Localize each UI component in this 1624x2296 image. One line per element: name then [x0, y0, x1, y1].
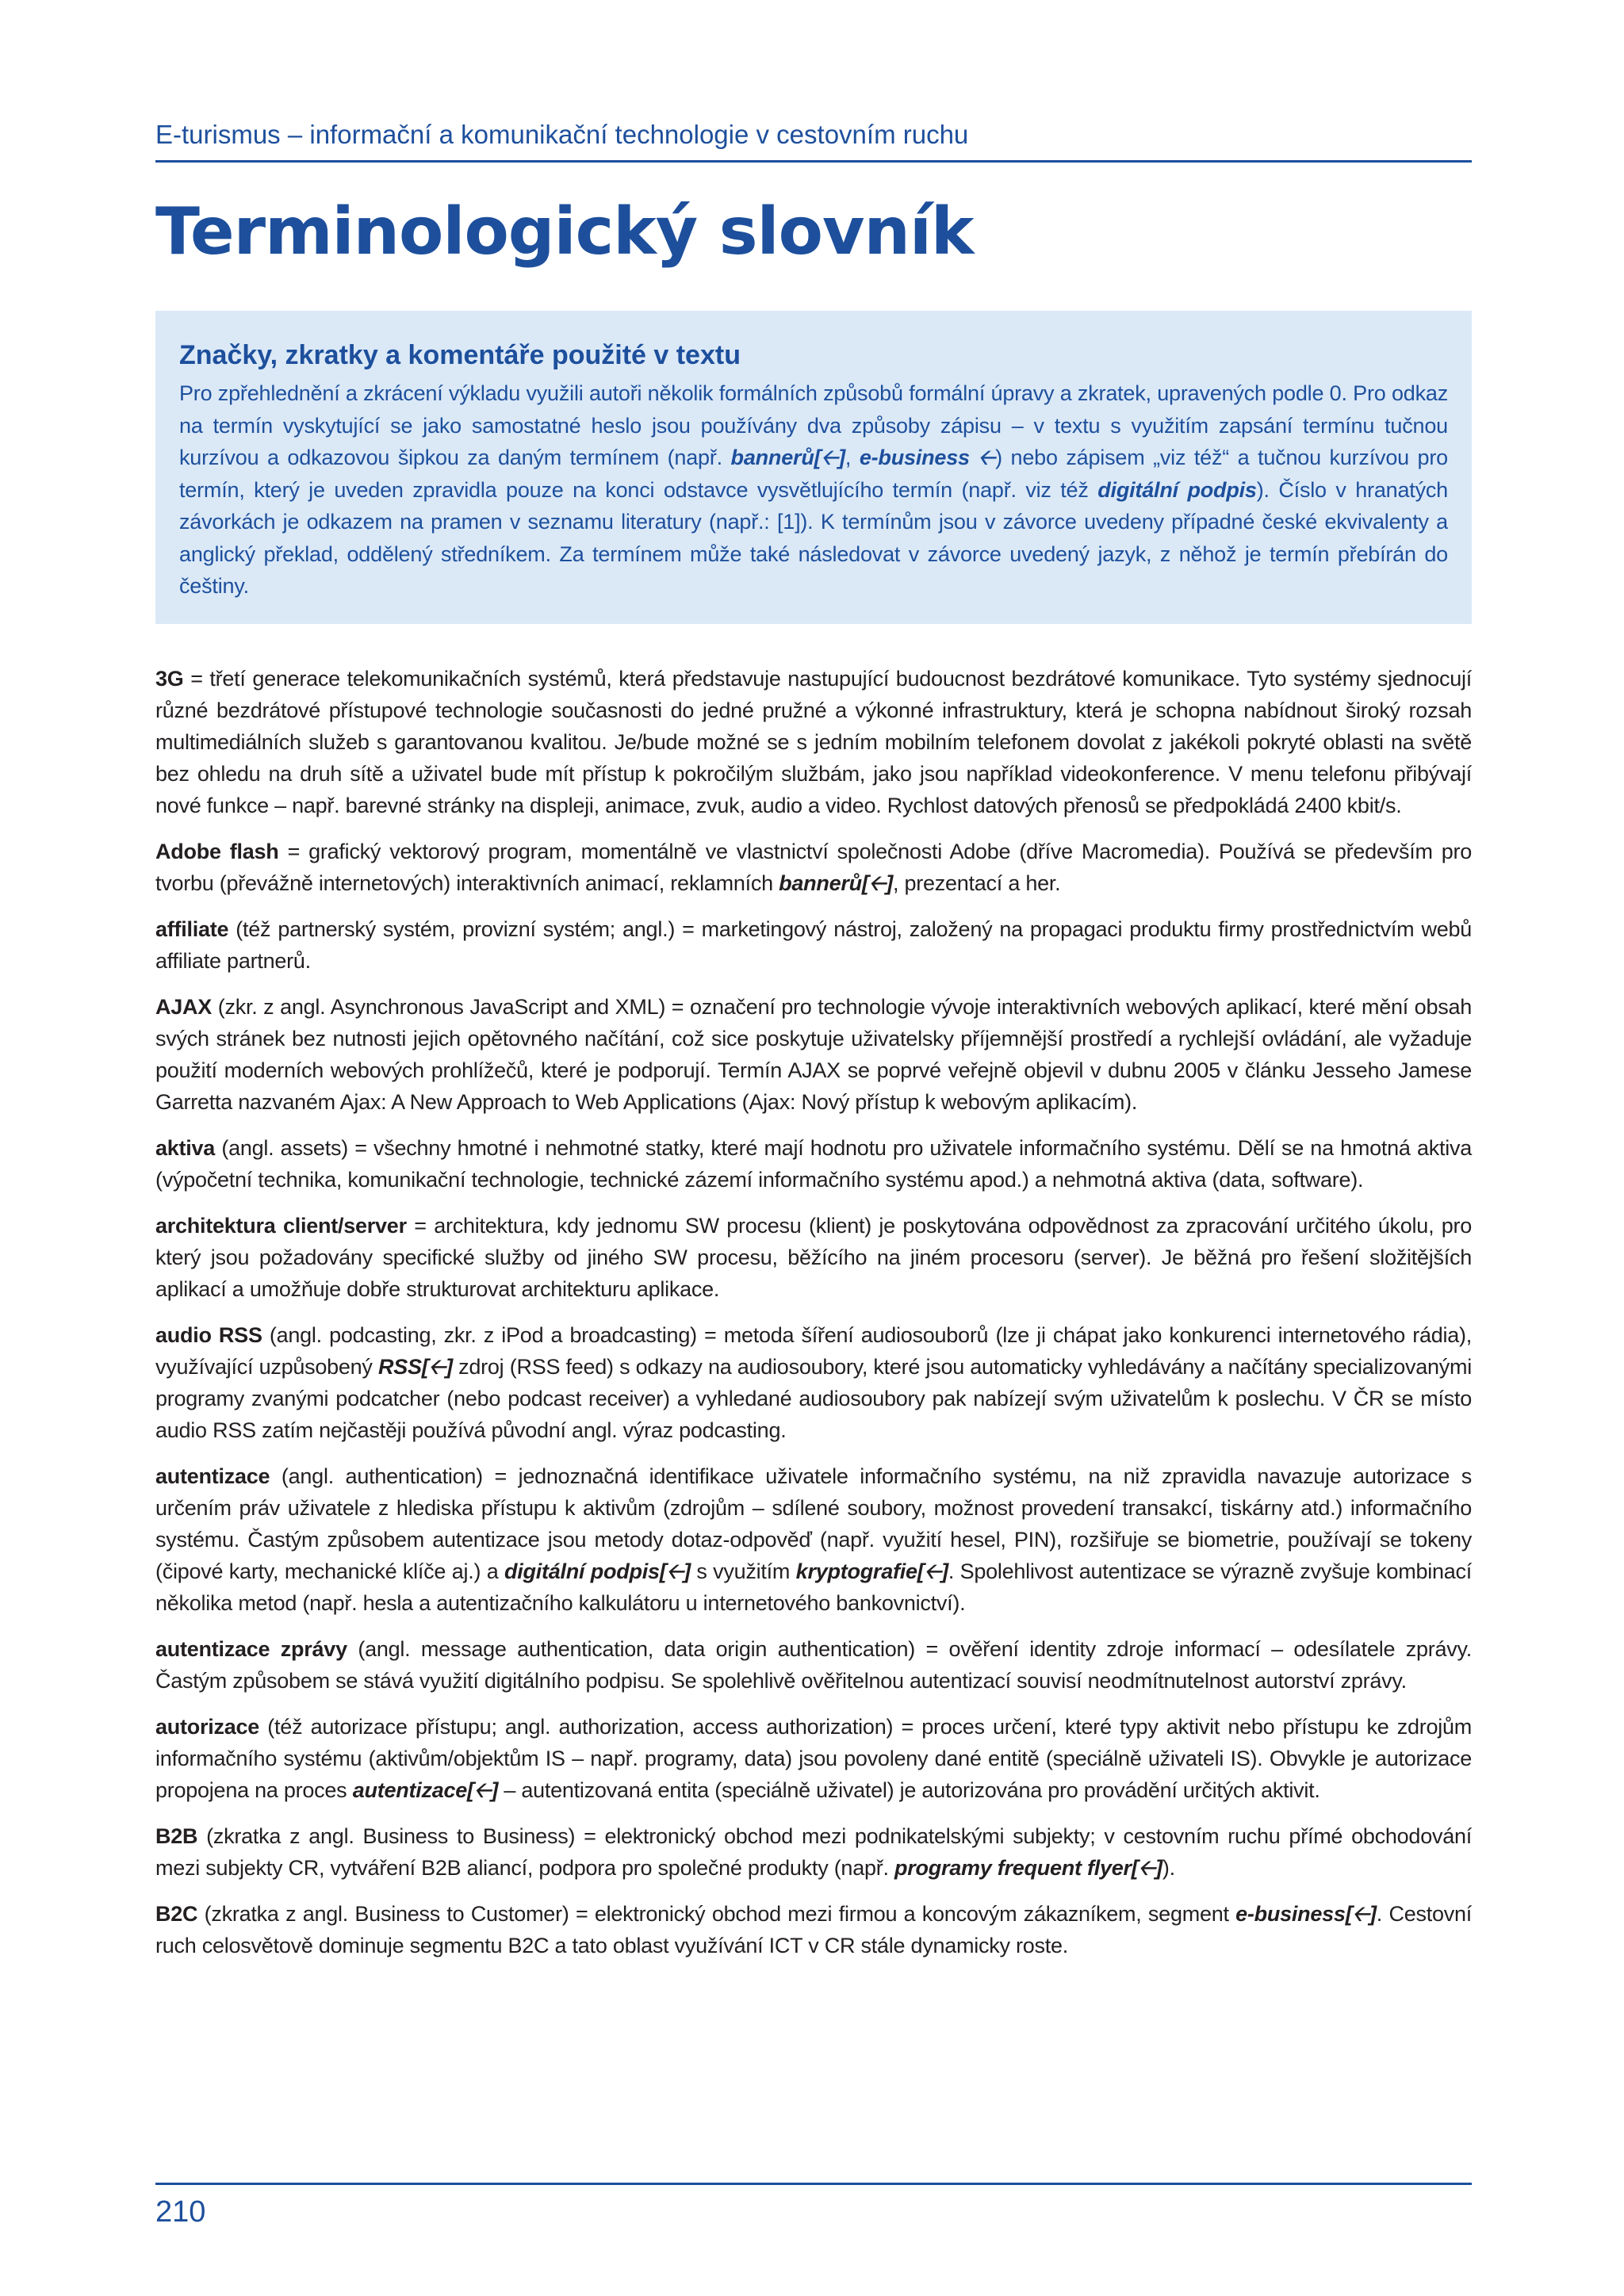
glossary-definition: (zkratka z angl. Business to Business) = elektronický obchod mezi podnikatelskými subjekty; v cestovním ruchu přímé obchodování mezi subjekty CR, vytváření B2B aliancí, podpora pro společné produkty (např.: [155, 1824, 1472, 1880]
notes-example-reference: digitální podpis: [1097, 477, 1257, 502]
glossary-definition: = třetí generace telekomunikačních systémů, která představuje nastupující budoucnost bezdrátové komunikace. Tyto systémy sjednocují různé bezdrátové přístupové technologie současnosti do jedné pružné a výkonné infrastruktury, která je schopna nabídnout široký rozsah multimediálních služeb s garantovanou kvalitou. Je/bude možné se s jedním mobilním telefonem dovolat z jakékoli pokryté oblasti na světě bez ohledu na druh sítě a uživatel bude mít přístup k pokročilým službám, jako jsou například videokonference. V menu telefonu přibývají nové funkce – např. barevné stránky na displeji, animace, zvuk, audio a video. Rychlost datových přenosů se předpokládá 2400 kbit/s.: [155, 667, 1472, 817]
glossary-entry-ajax: [155, 991, 1472, 1118]
glossary-entry-3g: [155, 663, 1472, 821]
glossary-definition: s využitím: [690, 1559, 796, 1583]
glossary-definition: – autentizovaná entita (speciálně uživatel) je autorizována pro provádění určitých aktivit.: [498, 1778, 1320, 1802]
glossary-entries: [155, 663, 1472, 1976]
glossary-definition: (zkratka z angl. Business to Customer) = elektronický obchod mezi firmou a koncovým zákazníkem, segment: [197, 1902, 1236, 1926]
notes-text: ). Číslo v hranatých závorkách je odkazem na pramen v seznamu literatury (např.: [1]). K termínům jsou v závorce uvedeny případné české ekvivalenty a anglický překlad, oddělený středníkem. Za termínem může také následovat v závorce uvedený jazyk, z něhož je termín přebírán do češtiny.: [179, 477, 1449, 598]
glossary-term: audio RSS: [155, 1323, 262, 1347]
glossary-term: autentizace zprávy: [155, 1637, 347, 1661]
glossary-definition: . Cestovní ruch celosvětově dominuje segmentu B2C a tato oblast využívání ICT v CR stále dynamicky roste.: [155, 1902, 1472, 1957]
glossary-definition: (též partnerský systém, provizní systém; angl.) = marketingový nástroj, založený na propagaci produktu firmy prostřednictvím webů affiliate partnerů.: [155, 917, 1472, 973]
notes-text: ) nebo zápisem „viz též“ a tučnou kurzívou pro termín, který je uveden zpravidla pouze na konci odstavce vysvětlujícího termín (např. viz též: [179, 446, 1448, 502]
notes-example-reference: e-business 🡠: [859, 446, 996, 469]
glossary-definition: (angl. podcasting, zkr. z iPod a broadcasting) = metoda šíření audiosouborů (lze ji chápat jako konkurenci internetového rádia), využívající uzpůsobený: [155, 1323, 1472, 1379]
notes-example-reference: bannerů[🡠]: [730, 446, 845, 469]
glossary-term: AJAX: [155, 995, 213, 1019]
glossary-entry-aktiva: [155, 1132, 1472, 1196]
cross-reference-link[interactable]: RSS[🡠]: [377, 1355, 453, 1379]
glossary-entry-b2b: [155, 1820, 1472, 1884]
page-title: Terminologický slovník: [155, 194, 974, 270]
glossary-entry-audio-rss: [155, 1319, 1472, 1446]
glossary-entry-autentizace-zpravy: [155, 1633, 1472, 1697]
cross-reference-link[interactable]: digitální podpis[🡠]: [504, 1559, 691, 1583]
glossary-definition: (též autorizace přístupu; angl. authorization, access authorization) = proces určení, které typy aktivit nebo přístupu ke zdrojům informačního systému (aktivům/objektům IS – např. programy, data) jsou povoleny dané entitě (speciálně uživateli IS). Obvykle je autorizace propojena na proces: [155, 1715, 1472, 1802]
notes-heading: Značky, zkratky a komentáře použité v textu: [179, 340, 741, 370]
glossary-definition: = grafický vektorový program, momentálně ve vlastnictví společnosti Adobe (dříve Macromedia). Používá se především pro tvorbu (převážně internetových) interaktivních animací, reklamních: [155, 840, 1472, 895]
glossary-term: affiliate: [155, 917, 229, 941]
glossary-term: architektura client/server: [155, 1214, 407, 1238]
cross-reference-link[interactable]: bannerů[🡠]: [779, 871, 893, 895]
glossary-term: Adobe flash: [155, 840, 279, 863]
glossary-term: 3G: [155, 667, 184, 691]
glossary-entry-b2c: [155, 1898, 1472, 1961]
notes-paragraph: [179, 377, 1448, 603]
glossary-definition: . Spolehlivost autentizace se výrazně zvyšuje kombinací několika metod (např. hesla a autentizačního kalkulátoru u internetového bankovnictví).: [155, 1559, 1472, 1615]
footer-divider: [155, 2183, 1472, 2185]
cross-reference-link[interactable]: e-business[🡠]: [1235, 1902, 1377, 1926]
cross-reference-link[interactable]: autentizace[🡠]: [352, 1778, 499, 1802]
glossary-definition: (angl. message authentication, data origin authentication) = ověření identity zdroje informací – odesílatele zprávy. Častým způsobem se stává využití digitálního podpisu. Se spolehlivě ověřitelnou autentizací souvisí neodmítnutelnost autorství zprávy.: [155, 1637, 1472, 1693]
page-number: 210: [155, 2195, 206, 2229]
glossary-term: B2B: [155, 1824, 198, 1848]
glossary-definition: (zkr. z angl. Asynchronous JavaScript and XML) = označení pro technologie vývoje interaktivních webových aplikací, které mění obsah svých stránek bez nutnosti jejich opětovného načítání, což sice poskytuje uživatelsky příjemnější prostředí a rychlejší ovládání, ale vyžaduje použití moderních webových prohlížečů, které je podporují. Termín AJAX se poprvé veřejně objevil v dubnu 2005 v článku Jesseho Jamese Garretta nazvaném Ajax: A New Approach to Web Applications (Ajax: Nový přístup k webovým aplikacím).: [155, 995, 1472, 1114]
glossary-term: B2C: [155, 1902, 198, 1926]
glossary-definition: zdroj (RSS feed) s odkazy na audiosoubory, které jsou automaticky vyhledávány a načítány specializovanými programy zvanými podcatcher (nebo podcast receiver) a vyhledané audiosoubory pak nabízejí svým uživatelům k poslechu. V ČR se místo audio RSS zatím nejčastěji používá původní angl. výraz podcasting.: [155, 1355, 1472, 1442]
glossary-entry-adobe-flash: [155, 836, 1472, 899]
notes-text: ,: [845, 446, 860, 469]
running-header: E-turismus – informační a komunikační technologie v cestovním ruchu: [155, 119, 1472, 163]
notes-box: [155, 311, 1472, 624]
glossary-term: aktiva: [155, 1136, 216, 1160]
glossary-definition: = architektura, kdy jednomu SW procesu (klient) je poskytována odpovědnost za zpracování určitého úkolu, pro který jsou požadovány specifické služby od jiného SW procesu, běžícího na jiném procesoru (server). Je běžná pro řešení složitějších aplikací a umožňuje dobře strukturovat architekturu aplikace.: [155, 1214, 1473, 1301]
glossary-definition: ).: [1162, 1856, 1175, 1880]
glossary-entry-autorizace: [155, 1711, 1472, 1806]
glossary-definition: (angl. assets) = všechny hmotné i nehmotné statky, které mají hodnotu pro uživatele informačního systému. Dělí se na hmotná aktiva (výpočetní technika, komunikační technologie, technické zázemí informačního systému apod.) a nehmotná aktiva (data, software).: [155, 1136, 1472, 1192]
glossary-definition: , prezentací a her.: [892, 871, 1061, 895]
glossary-entry-architektura-client-server: [155, 1210, 1472, 1305]
glossary-term: autorizace: [155, 1715, 260, 1739]
glossary-entry-autentizace: [155, 1460, 1472, 1619]
glossary-entry-affiliate: [155, 913, 1472, 977]
cross-reference-link[interactable]: kryptografie[🡠]: [795, 1559, 948, 1583]
glossary-term: autentizace: [155, 1464, 270, 1488]
cross-reference-link[interactable]: programy frequent flyer[🡠]: [894, 1856, 1162, 1880]
glossary-definition: (angl. authentication) = jednoznačná identifikace uživatele informačního systému, na niž zpravidla navazuje autorizace s určením práv uživatele z hlediska přístupu k aktivům (zdrojům – sdílené soubory, možnost provedení transakcí, tiskárny atd.) informačního systému. Častým způsobem autentizace jsou metody dotaz-odpověď (např. využití hesel, PIN), rozšiřuje se biometrie, používají se tokeny (čipové karty, mechanické klíče aj.) a: [155, 1464, 1472, 1583]
notes-text: Pro zpřehlednění a zkrácení výkladu využili autoři několik formálních způsobů formální úpravy a zkratek, upravených podle 0. Pro odkaz na termín vyskytující se jako samostatné heslo jsou používány dva způsoby zápisu – v textu s využitím zapsání termínu tučnou kurzívou a odkazovou šipkou za daným termínem (např.: [179, 381, 1448, 469]
